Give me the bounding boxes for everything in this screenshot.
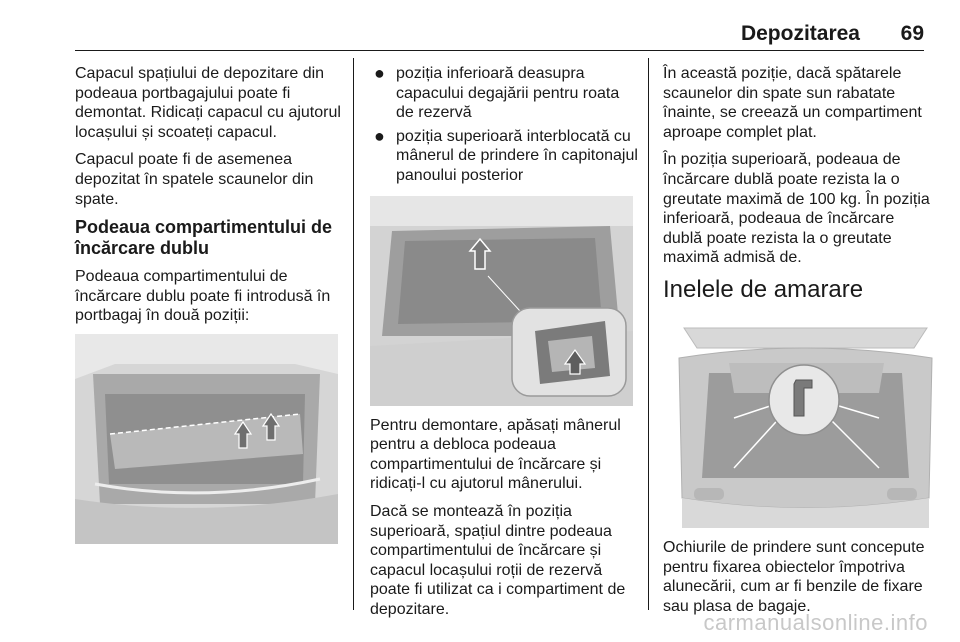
position-list [370,64,638,186]
column-2 [370,64,638,628]
paragraph: Dacă se montează în poziția superioară, spațiul dintre podeaua compartimentului de încărcare și capacul locașului roții de rezervă poate fi utilizat ca i compartiment de depozitare. [370,502,626,618]
floor-release-handle-illustration [370,196,633,406]
lashing-eyes-illustration [674,318,937,528]
list-item: ● poziția superioară interblocată cu mânerul de prindere în capitonajul panoului posterior [374,125,638,184]
section-heading: Podeaua compartimentului de încărcare dublu [75,217,333,259]
paragraph: Pentru demontare, apăsați mânerul pentru a debloca podeaua compartimentului de încărcare și ridicați-l cu ajutorul mânerului. [370,416,621,493]
page-number: 69 [900,22,924,45]
page-header [75,16,924,51]
watermark: carmanualsonline.info [703,610,928,635]
trunk-double-floor-illustration [75,334,338,544]
paragraph: Podeaua compartimentului de încărcare dublu poate fi introdusă în portbagaj în două poziții: [75,268,331,325]
paragraph: În această poziție, dacă spătarele scaunelor din spate sun rabatate înainte, se creează un compartiment aproape complet plat. [663,65,922,141]
list-item: ● poziția inferioară deasupra capacului degajării pentru roata de rezervă [374,63,620,122]
bullet-icon: ● [374,125,385,146]
bullet-icon: ● [374,63,385,83]
paragraph: În poziția superioară, podeaua de încărcare dublă poate rezista la o greutate maximă de 100 kg. În poziția inferioară, podeaua de încărcare dublă poate rezista la o greutate maximă admisă de. [663,151,930,267]
column-divider-2 [648,58,649,610]
column-1 [75,64,343,554]
paragraph: Capacul poate fi de asemenea depozitat în spatele scaunelor din spate. [75,151,314,208]
column-3 [663,64,933,624]
paragraph: Capacul spațiului de depozitare din podeaua portbagajului poate fi demontat. Ridicați capacul cu ajutorul locașului și scoateți capacul. [75,65,341,141]
paragraph: Ochiurile de prindere sunt concepute pentru fixarea obiectelor împotriva alunecării, cum ar fi benzile de fixare sau plasa de bagaje. [663,538,925,615]
column-divider-1 [353,58,354,610]
section-title: Depozitarea [740,22,860,45]
section-heading: Inelele de amarare [663,275,864,303]
